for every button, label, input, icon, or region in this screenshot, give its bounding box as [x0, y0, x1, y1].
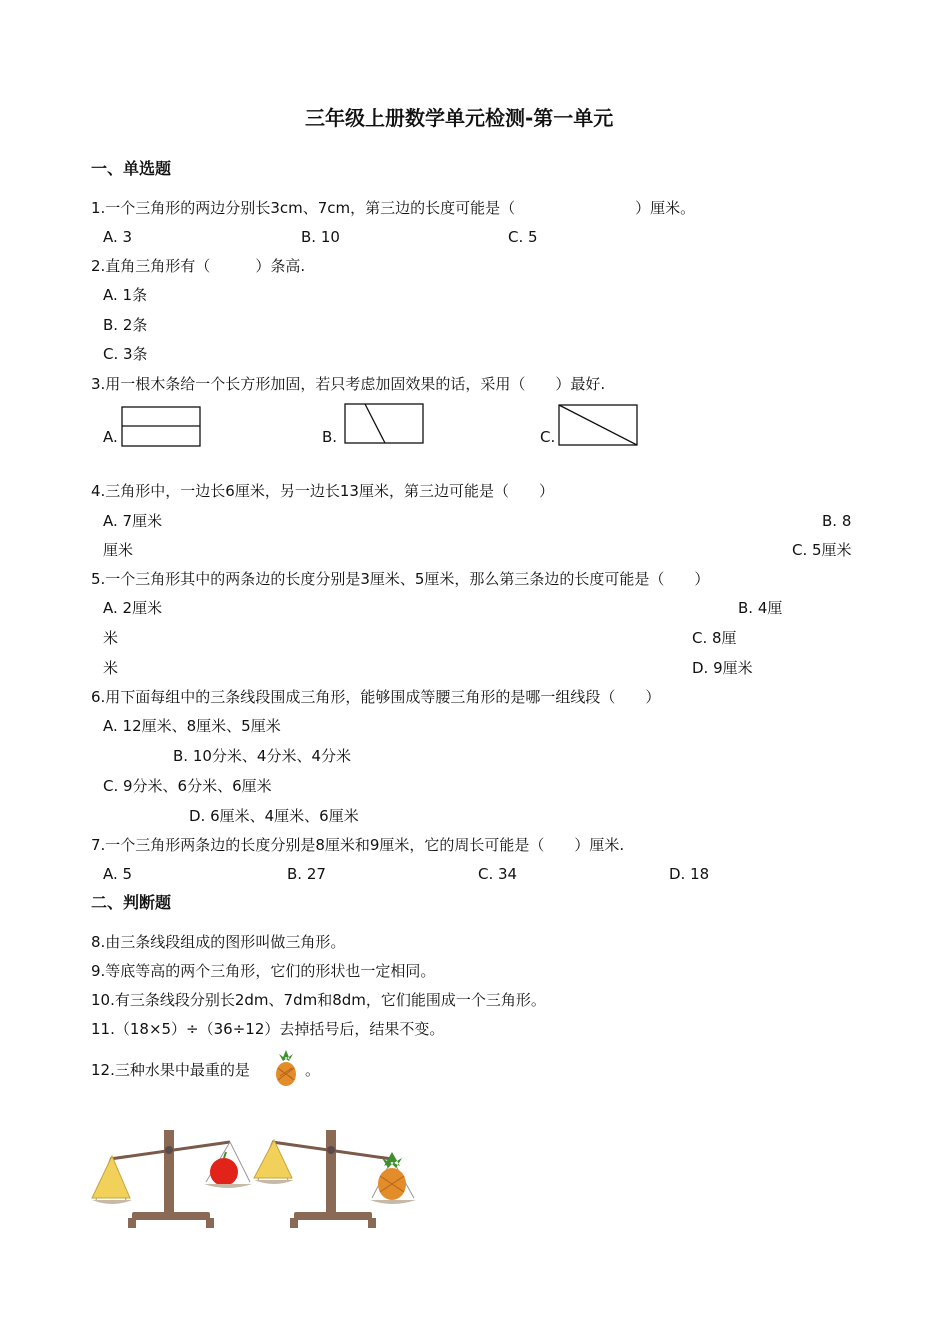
apple-icon	[210, 1158, 238, 1186]
question-12-stem: 12.三种水果中最重的是	[91, 1061, 250, 1079]
question-7-option-b[interactable]: B. 27	[287, 865, 326, 883]
question-7-option-a[interactable]: A. 5	[103, 865, 133, 883]
question-3-option-b[interactable]: B.	[322, 428, 338, 446]
question-3-stem: 3.用一根木条给一个长方形加固，若只考虑加固效果的话，采用（ ）最好.	[91, 375, 606, 393]
question-4-option-b-unit: 厘米	[103, 541, 134, 559]
question-5-option-c[interactable]: C. 8厘	[692, 629, 737, 647]
question-1-stem: 1.一个三角形的两边分别长3cm、7cm，第三边的长度可能是（ ）厘米。	[91, 199, 696, 217]
question-5-option-d[interactable]: D. 9厘米	[692, 659, 753, 677]
question-7-option-c[interactable]: C. 34	[478, 865, 518, 883]
question-9-stem: 9.等底等高的两个三角形，它们的形状也一定相同。	[91, 962, 436, 980]
question-3-option-a[interactable]: A.	[103, 428, 118, 446]
question-10-stem: 10.有三条线段分别长2dm、7dm和8dm，它们能围成一个三角形。	[91, 991, 546, 1009]
page-title: 三年级上册数学单元检测-第一单元	[305, 106, 614, 130]
question-2-stem: 2.直角三角形有（ ）条高.	[91, 257, 306, 275]
question-11-stem: 11.（18×5）÷（36÷12）去掉括号后，结果不变。	[91, 1020, 445, 1038]
question-8-stem: 8.由三条线段组成的图形叫做三角形。	[91, 933, 346, 951]
balance-scale-left	[92, 1130, 252, 1228]
question-1-option-b[interactable]: B. 10	[301, 228, 340, 246]
question-4-stem: 4.三角形中，一边长6厘米，另一边长13厘米，第三边可能是（ ）	[91, 482, 554, 500]
section-heading-single-choice: 一、单选题	[91, 159, 172, 178]
question-6-option-b[interactable]: B. 10分米、4分米、4分米	[173, 747, 352, 765]
question-5-option-b[interactable]: B. 4厘	[738, 599, 783, 617]
rectangle-short-diagonal-brace-figure	[344, 403, 426, 445]
pear-icon	[92, 1156, 130, 1198]
question-6-stem: 6.用下面每组中的三条线段围成三角形，能够围成等腰三角形的是哪一组线段（ ）	[91, 688, 661, 706]
question-2-option-a[interactable]: A. 1条	[103, 286, 148, 304]
question-5-option-c-unit: 米	[103, 659, 119, 677]
question-6-option-a[interactable]: A. 12厘米、8厘米、5厘米	[103, 717, 281, 735]
question-7-stem: 7.一个三角形两条边的长度分别是8厘米和9厘米，它的周长可能是（ ）厘米.	[91, 836, 625, 854]
question-5-option-a[interactable]: A. 2厘米	[103, 599, 163, 617]
question-7-option-d[interactable]: D. 18	[669, 865, 710, 883]
question-1-option-c[interactable]: C. 5	[508, 228, 538, 246]
pear-icon	[254, 1140, 292, 1178]
question-1-option-a[interactable]: A. 3	[103, 228, 133, 246]
question-6-option-d[interactable]: D. 6厘米、4厘米、6厘米	[189, 807, 359, 825]
pineapple-icon	[270, 1048, 302, 1088]
question-4-option-a[interactable]: A. 7厘米	[103, 512, 163, 530]
question-2-option-c[interactable]: C. 3条	[103, 345, 148, 363]
question-12-end: 。	[305, 1061, 321, 1079]
question-3-option-c[interactable]: C.	[540, 428, 556, 446]
rectangle-full-diagonal-brace-figure	[558, 404, 640, 448]
question-6-option-c[interactable]: C. 9分米、6分米、6厘米	[103, 777, 272, 795]
question-5-stem: 5.一个三角形其中的两条边的长度分别是3厘米、5厘米，那么第三条边的长度可能是（ ）	[91, 570, 710, 588]
section-heading-true-false: 二、判断题	[91, 893, 172, 912]
balance-scales-figure	[88, 1122, 428, 1232]
question-4-option-c[interactable]: C. 5厘米	[792, 541, 852, 559]
balance-scale-right	[254, 1130, 416, 1228]
question-5-option-b-unit: 米	[103, 629, 119, 647]
question-4-option-b[interactable]: B. 8	[822, 512, 852, 530]
rectangle-horizontal-brace-figure	[121, 406, 203, 448]
question-2-option-b[interactable]: B. 2条	[103, 316, 148, 334]
